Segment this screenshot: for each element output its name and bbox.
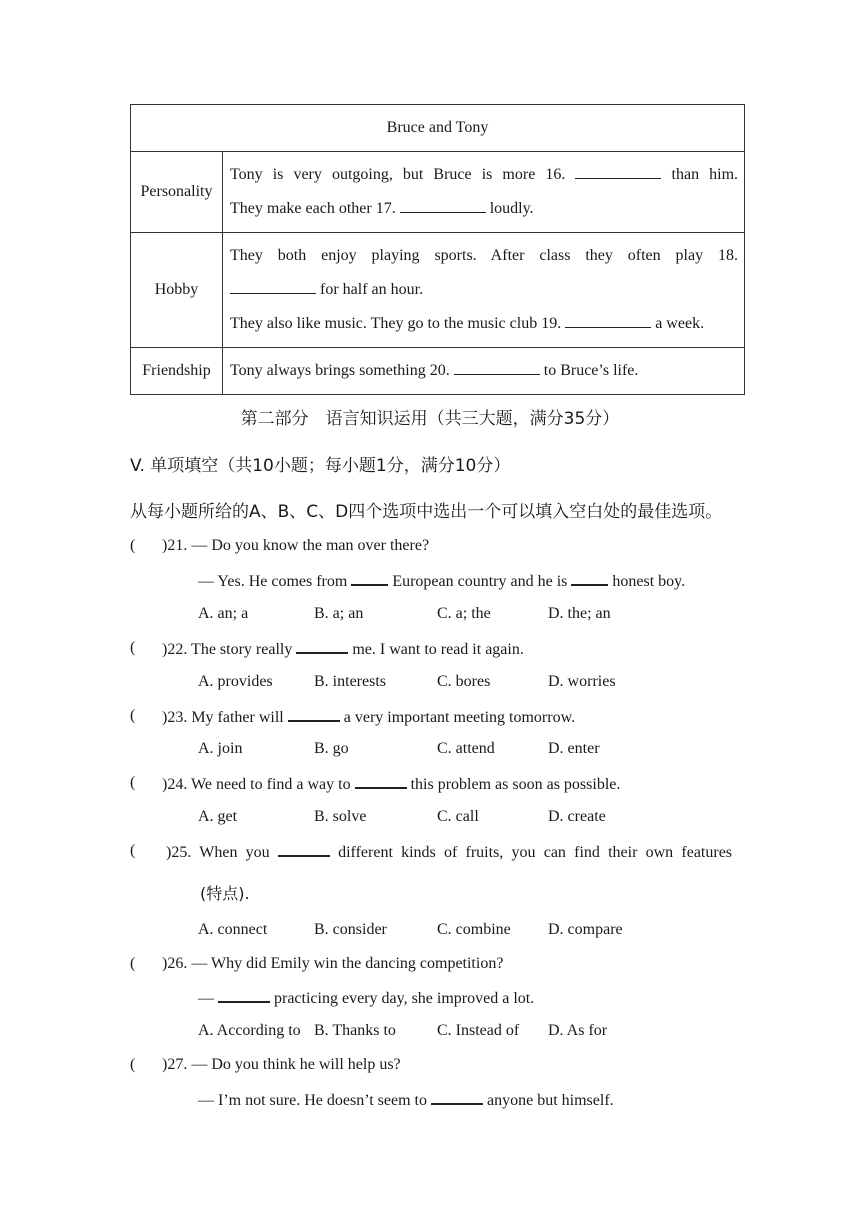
option-d[interactable]: D. create	[548, 808, 606, 825]
option-c[interactable]: C. call	[437, 808, 479, 825]
option-c[interactable]: C. a; the	[437, 605, 491, 622]
blank-line	[431, 1090, 483, 1105]
instruction: 从每小题所给的A、B、C、D四个选项中选出一个可以填入空白处的最佳选项。	[130, 502, 723, 522]
blank-17[interactable]	[400, 198, 486, 213]
option-b[interactable]: B. consider	[314, 921, 387, 938]
blank-line	[278, 842, 330, 857]
blank-19[interactable]	[565, 313, 651, 328]
option-c[interactable]: C. combine	[437, 921, 511, 938]
answer-paren[interactable]: (	[130, 955, 136, 972]
option-a[interactable]: A. provides	[198, 673, 273, 690]
blank-line	[218, 988, 270, 1003]
blank-line	[351, 571, 388, 586]
option-b[interactable]: B. interests	[314, 673, 386, 690]
option-d[interactable]: D. compare	[548, 921, 623, 938]
option-c[interactable]: C. attend	[437, 740, 495, 757]
option-d[interactable]: D. As for	[548, 1022, 608, 1039]
row-content-friendship: Tony always brings something 20. to Bruce’s life.	[223, 348, 745, 395]
option-a[interactable]: A. get	[198, 808, 238, 825]
blank-line	[355, 774, 407, 789]
option-b[interactable]: B. Thanks to	[314, 1022, 396, 1039]
blank-line	[571, 571, 608, 586]
row-content-personality: Tony is very outgoing, but Bruce is more 16. than him. They make each other 17. loudly.	[223, 152, 745, 233]
blank-line	[296, 639, 348, 654]
option-c[interactable]: C. bores	[437, 673, 491, 690]
answer-paren[interactable]: (	[130, 774, 136, 791]
blank-16[interactable]	[575, 164, 661, 179]
blank-20[interactable]	[454, 360, 540, 375]
row-label-hobby: Hobby	[131, 233, 223, 348]
option-b[interactable]: B. a; an	[314, 605, 364, 622]
option-b[interactable]: B. solve	[314, 808, 367, 825]
part-heading: V. 单项填空（共10小题；每小题1分，满分10分）	[130, 456, 511, 476]
answer-paren[interactable]: (	[130, 842, 136, 859]
blank-line	[288, 707, 340, 722]
option-d[interactable]: D. enter	[548, 740, 600, 757]
option-c[interactable]: C. Instead of	[437, 1022, 520, 1039]
answer-paren[interactable]: (	[130, 537, 136, 554]
option-a[interactable]: A. an; a	[198, 605, 249, 622]
row-content-hobby: They both enjoy playing sports. After class they often play 18. for half an hour. They also like music. They go to the music club 19. a week.	[223, 233, 745, 348]
blank-18[interactable]	[230, 279, 316, 294]
option-b[interactable]: B. go	[314, 740, 349, 757]
option-a[interactable]: A. join	[198, 740, 243, 757]
option-a[interactable]: A. connect	[198, 921, 268, 938]
option-d[interactable]: D. the; an	[548, 605, 611, 622]
row-label-personality: Personality	[131, 152, 223, 233]
row-label-friendship: Friendship	[131, 348, 223, 395]
section-title: 第二部分 语言知识运用（共三大题，满分35分）	[240, 409, 620, 429]
summary-table	[130, 104, 745, 395]
option-d[interactable]: D. worries	[548, 673, 616, 690]
answer-paren[interactable]: (	[130, 707, 136, 724]
answer-paren[interactable]: (	[130, 1056, 136, 1073]
table-title: Bruce and Tony	[131, 105, 745, 152]
answer-paren[interactable]: (	[130, 639, 136, 656]
option-a[interactable]: A. According to	[198, 1022, 301, 1039]
